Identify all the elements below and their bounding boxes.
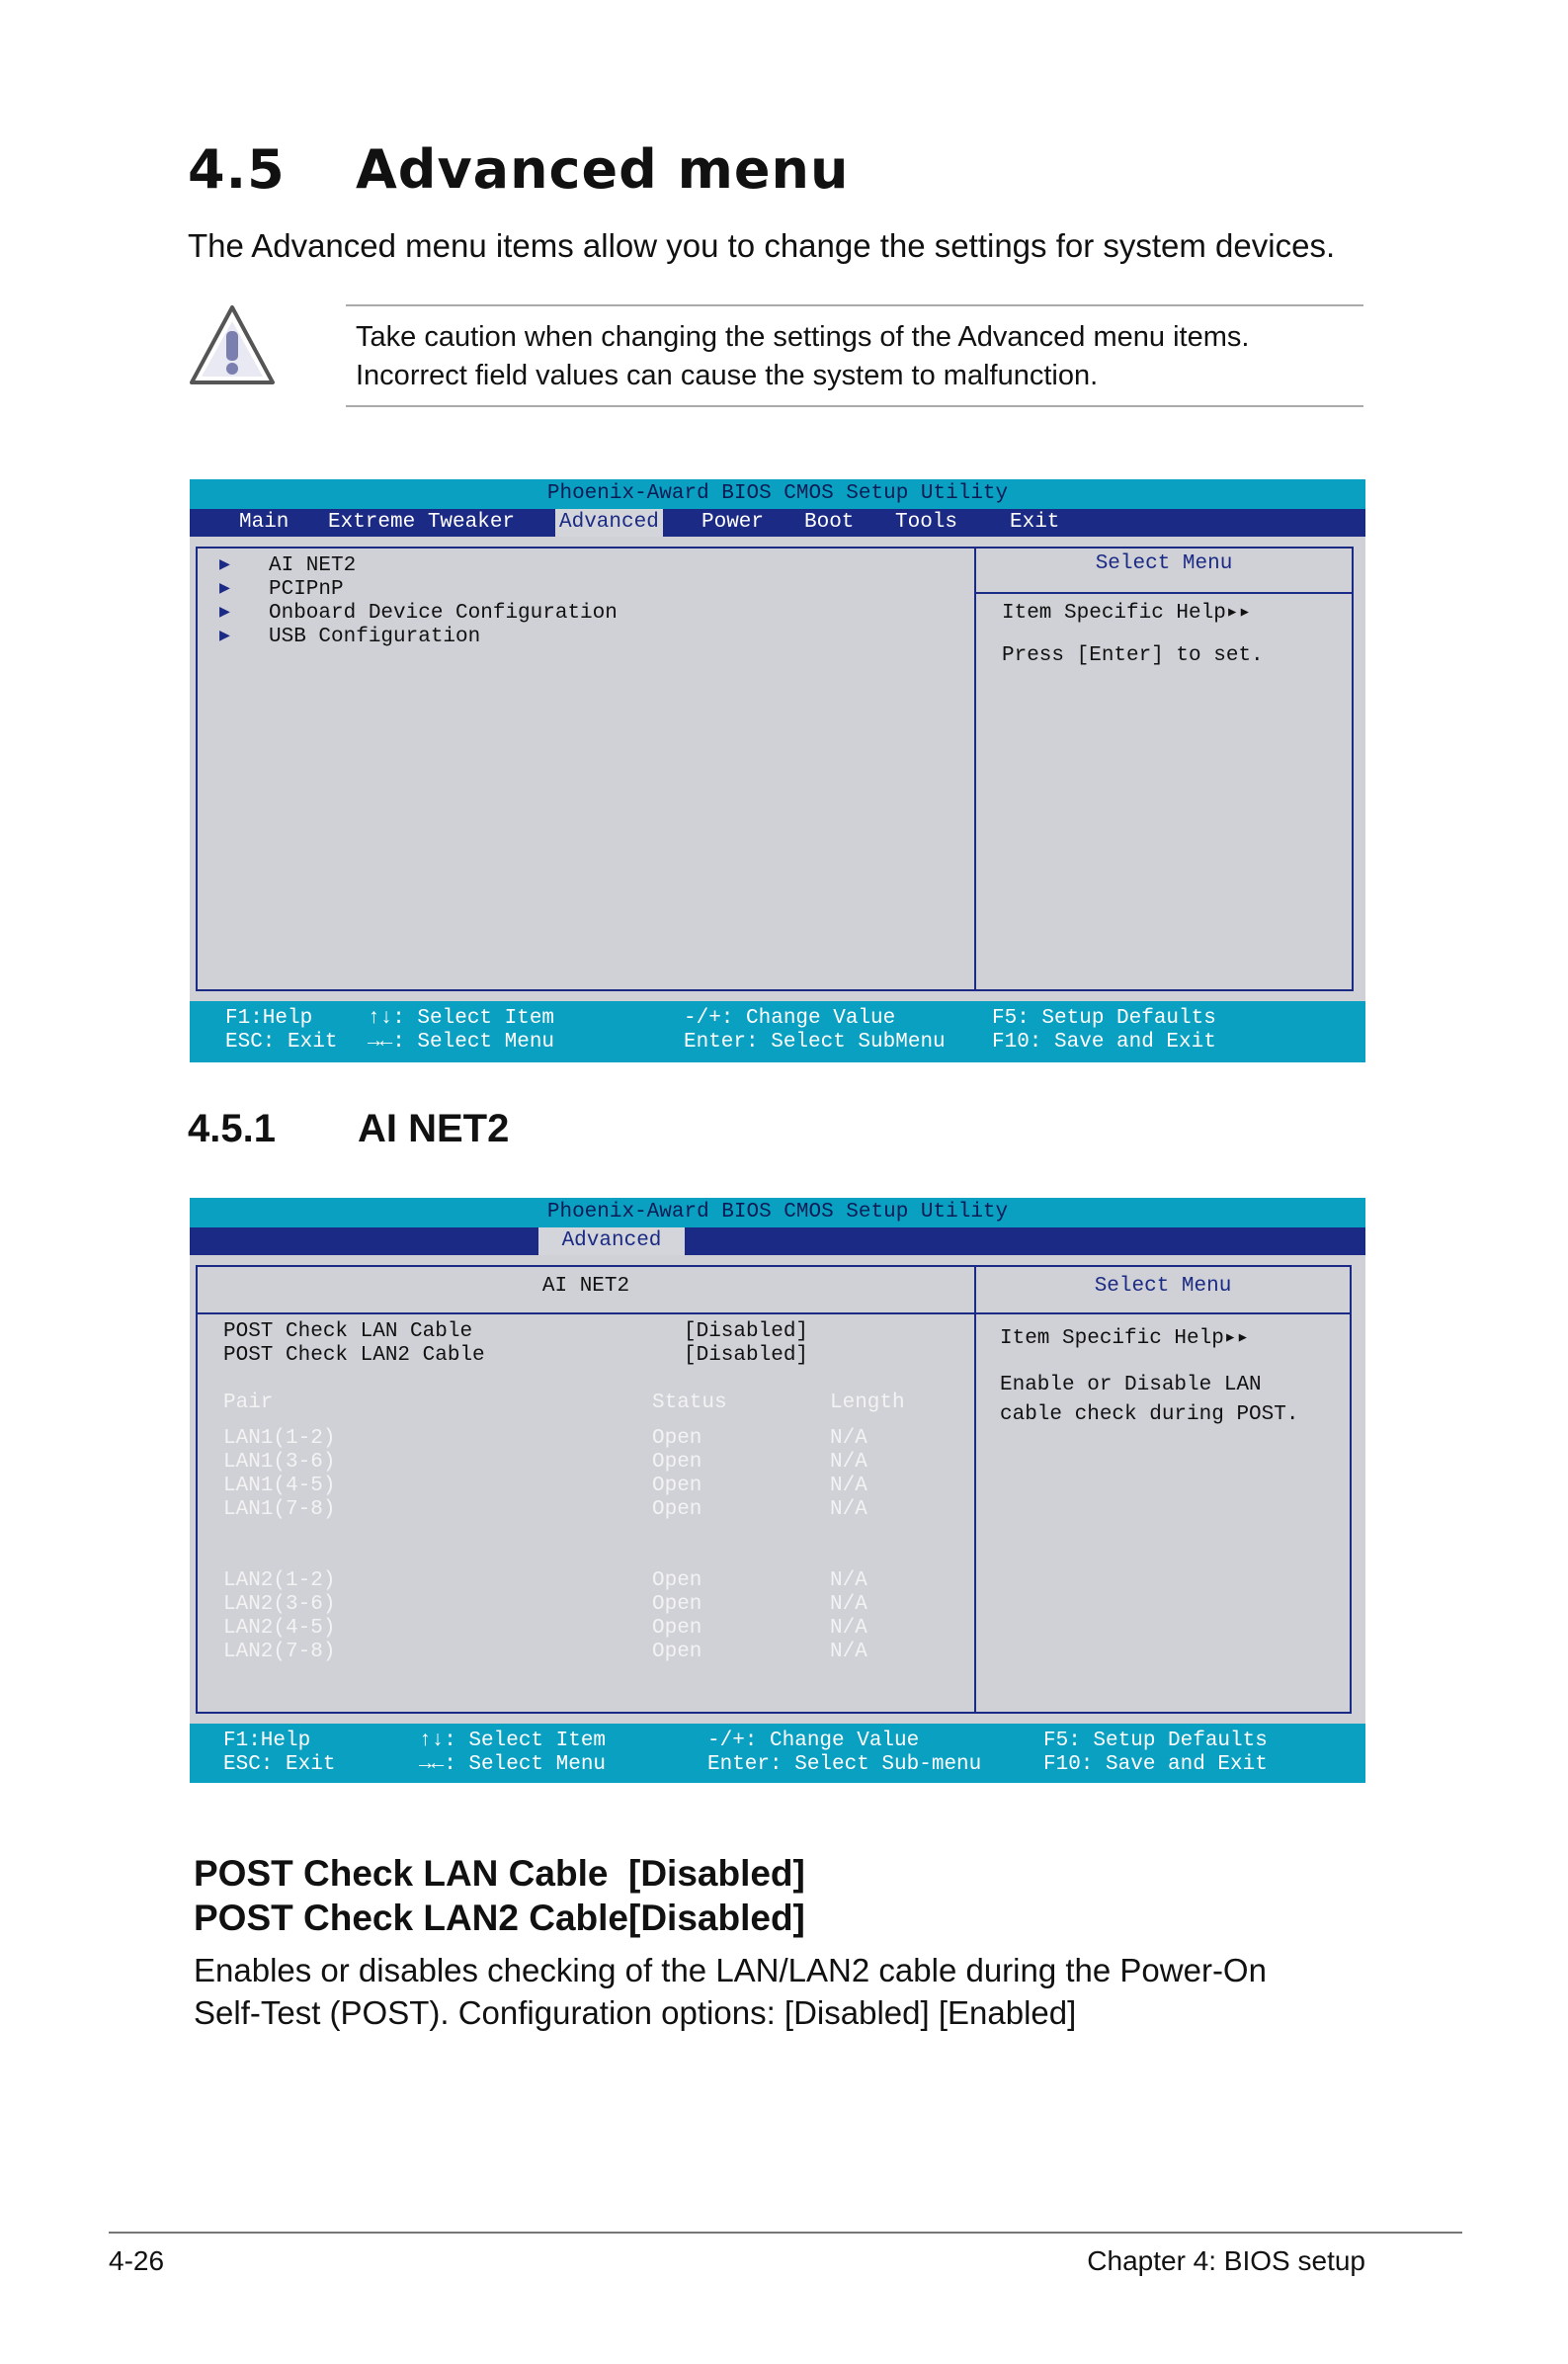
table-cell-status: Open: [652, 1593, 702, 1616]
setting-post-check-lan2-value[interactable]: [Disabled]: [684, 1344, 809, 1367]
key-change-value: -/+: Change Value: [707, 1730, 920, 1752]
option-name: POST Check LAN2 Cable: [194, 1898, 629, 1938]
key-save-exit: F10: Save and Exit: [992, 1031, 1216, 1054]
table-cell-status: Open: [652, 1641, 702, 1663]
table-cell-status: Open: [652, 1475, 702, 1497]
section-number: 4.5: [188, 138, 286, 201]
submenu-arrow-icon: ▶: [219, 555, 230, 575]
table-row: LAN1(1-2): [223, 1427, 336, 1450]
key-esc-exit: ESC: Exit: [223, 1753, 336, 1776]
key-change-value: -/+: Change Value: [684, 1007, 896, 1030]
key-setup-defaults: F5: Setup Defaults: [1043, 1730, 1268, 1752]
setting-post-check-lan-value[interactable]: [Disabled]: [684, 1320, 809, 1343]
submenu-arrow-icon: ▶: [219, 627, 230, 646]
table-cell-length: N/A: [830, 1451, 867, 1474]
table-cell-status: Open: [652, 1569, 702, 1592]
caution-text: Take caution when changing the settings of the Advanced menu items. Incorrect field values can cause the system to malfunction.: [356, 321, 1250, 391]
table-row: LAN2(1-2): [223, 1569, 336, 1592]
help-line-1: Item Specific Help▸▸: [1000, 1327, 1250, 1350]
bios-menubar: [190, 1227, 1365, 1255]
panel-divider: [196, 1312, 1350, 1314]
submenu-onboard-device[interactable]: Onboard Device Configuration: [269, 602, 618, 625]
table-cell-length: N/A: [830, 1593, 867, 1616]
table-cell-length: N/A: [830, 1498, 867, 1521]
option-heading-lan: [194, 1853, 805, 1895]
bios-menubar: [190, 509, 1365, 537]
table-row: LAN1(4-5): [223, 1475, 336, 1497]
caution-top-rule: [346, 304, 1363, 306]
key-select-menu: →←: Select Menu: [419, 1753, 607, 1776]
bios-body: [190, 1255, 1365, 1724]
key-select-submenu: Enter: Select Sub-menu: [707, 1753, 982, 1776]
bios-screen-advanced: [190, 479, 1365, 1062]
table-cell-length: N/A: [830, 1475, 867, 1497]
bios-title: Phoenix-Award BIOS CMOS Setup Utility: [190, 479, 1365, 509]
bios-key-legend: [190, 1724, 1365, 1783]
key-esc-exit: ESC: Exit: [225, 1031, 338, 1054]
submenu-arrow-icon: ▶: [219, 579, 230, 599]
subsection-title: AI NET2: [358, 1107, 510, 1150]
help-line-2: Enable or Disable LAN: [1000, 1374, 1262, 1396]
table-row: LAN1(3-6): [223, 1451, 336, 1474]
col-length-header: Length: [830, 1392, 905, 1414]
warning-triangle-icon: [188, 301, 277, 390]
table-cell-status: Open: [652, 1498, 702, 1521]
chapter-label: Chapter 4: BIOS setup: [1087, 2245, 1365, 2276]
caution-bottom-rule: [346, 405, 1363, 407]
table-cell-length: N/A: [830, 1569, 867, 1592]
intro-paragraph: The Advanced menu items allow you to change the settings for system devices.: [188, 227, 1336, 264]
key-select-submenu: Enter: Select SubMenu: [684, 1031, 946, 1054]
option-heading-lan2: [194, 1898, 805, 1939]
help-line-1: Item Specific Help▸▸: [1002, 602, 1252, 625]
setting-post-check-lan[interactable]: POST Check LAN Cable: [223, 1320, 473, 1343]
option-default: [Disabled]: [628, 1898, 805, 1938]
setting-post-check-lan2[interactable]: POST Check LAN2 Cable: [223, 1344, 485, 1367]
table-cell-length: N/A: [830, 1641, 867, 1663]
option-name: POST Check LAN Cable: [194, 1853, 609, 1894]
menu-advanced[interactable]: Advanced: [555, 509, 663, 537]
menu-advanced[interactable]: Advanced: [538, 1227, 685, 1255]
col-status-header: Status: [652, 1392, 727, 1414]
help-title: Select Menu: [1094, 1275, 1232, 1298]
key-select-item: ↑↓: Select Item: [368, 1007, 555, 1030]
menu-exit[interactable]: Exit: [1010, 511, 1060, 534]
table-cell-length: N/A: [830, 1617, 867, 1640]
submenu-ai-net2[interactable]: AI NET2: [269, 554, 357, 577]
table-cell-length: N/A: [830, 1427, 867, 1450]
bios-body: [190, 537, 1365, 1001]
table-cell-status: Open: [652, 1427, 702, 1450]
table-row: LAN2(4-5): [223, 1617, 336, 1640]
menu-power[interactable]: Power: [701, 511, 765, 534]
bios-screen-ai-net2: [190, 1198, 1365, 1783]
submenu-usb-config[interactable]: USB Configuration: [269, 626, 481, 648]
help-line-3: cable check during POST.: [1000, 1403, 1299, 1426]
key-setup-defaults: F5: Setup Defaults: [992, 1007, 1216, 1030]
section-heading: [188, 138, 849, 201]
menu-boot[interactable]: Boot: [804, 511, 855, 534]
panel-title: AI NET2: [541, 1275, 630, 1298]
table-cell-status: Open: [652, 1617, 702, 1640]
menu-tools[interactable]: Tools: [895, 511, 958, 534]
menu-main[interactable]: Main: [239, 511, 289, 534]
section-title: Advanced menu: [356, 138, 850, 201]
key-f1-help: F1:Help: [225, 1007, 313, 1030]
footer-rule: [109, 2232, 1462, 2234]
bios-title: Phoenix-Award BIOS CMOS Setup Utility: [190, 1198, 1365, 1227]
key-f1-help: F1:Help: [223, 1730, 311, 1752]
page-number: 4-26: [109, 2245, 165, 2276]
submenu-pcipnp[interactable]: PCIPnP: [269, 578, 344, 601]
table-row: LAN2(3-6): [223, 1593, 336, 1616]
key-select-item: ↑↓: Select Item: [419, 1730, 607, 1752]
key-save-exit: F10: Save and Exit: [1043, 1753, 1268, 1776]
help-line-2: Press [Enter] to set.: [1002, 644, 1264, 667]
table-row: LAN2(7-8): [223, 1641, 336, 1663]
help-divider: [976, 592, 1352, 594]
help-title: Select Menu: [1095, 552, 1233, 575]
col-pair-header: Pair: [223, 1392, 274, 1414]
bios-key-legend: [190, 1001, 1365, 1062]
subsection-number: 4.5.1: [188, 1107, 276, 1150]
menu-extreme-tweaker[interactable]: Extreme Tweaker: [328, 511, 516, 534]
table-row: LAN1(7-8): [223, 1498, 336, 1521]
option-description: Enables or disables checking of the LAN/LAN2 cable during the Power-On Self-Test (POST). Configuration options: [Disabled] [Enabled]: [194, 1952, 1267, 2031]
submenu-arrow-icon: ▶: [219, 603, 230, 623]
subsection-heading: [188, 1107, 509, 1151]
option-default: [Disabled]: [628, 1853, 805, 1894]
key-select-menu: →←: Select Menu: [368, 1031, 555, 1054]
table-cell-status: Open: [652, 1451, 702, 1474]
